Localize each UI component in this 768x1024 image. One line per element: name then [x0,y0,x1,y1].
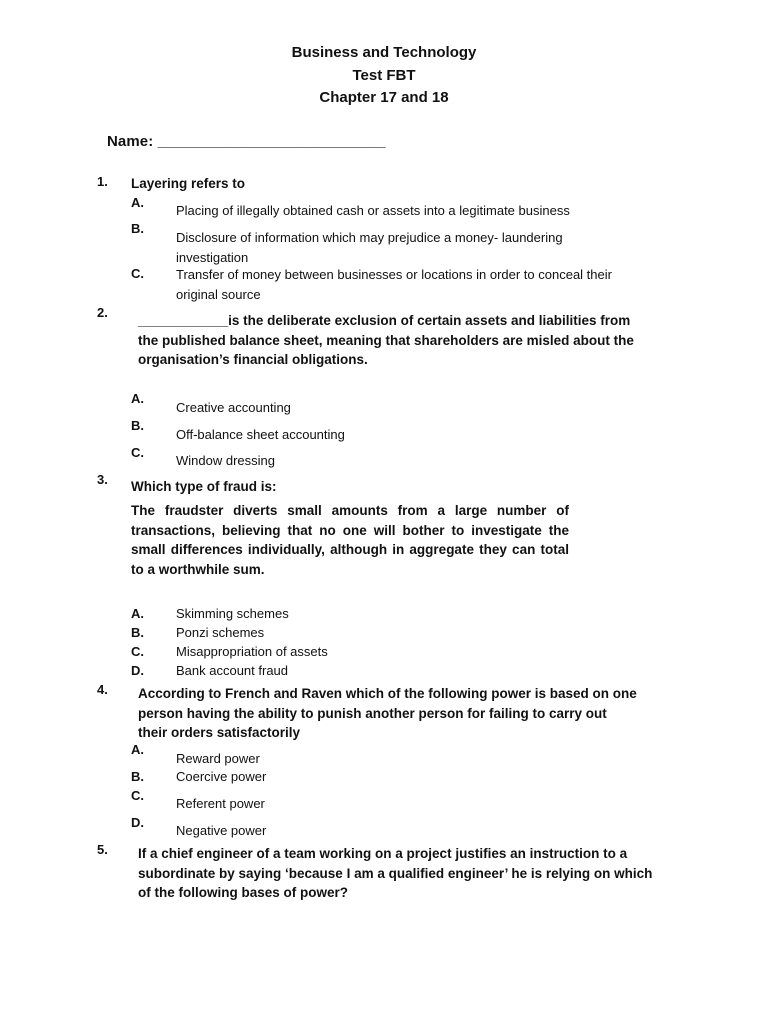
option-letter: A. [131,391,144,406]
option-text[interactable]: Window dressing [176,453,275,468]
question-text: If a chief engineer of a team working on a project justifies an instruction to a subordinate by saying ‘because I am a qualified engineer’ he is relying on which of the following bases of power? [138,846,653,900]
option-letter: B. [131,221,144,236]
option-text[interactable]: Transfer of money between businesses or locations in order to conceal their original source [176,267,612,302]
question-description: The fraudster diverts small amounts from a large number of transactions, believing that no one will bother to investigate the small differences individually, although in aggregate they can total to a worthwhile sum. [131,503,569,577]
option-text[interactable]: Coercive power [176,769,267,784]
question-number: 3. [97,472,108,487]
question-number: 5. [97,842,108,857]
question-number: 2. [97,305,108,320]
option-text[interactable]: Disclosure of information which may prejudice a money- laundering investigation [176,230,563,265]
option-text[interactable]: Ponzi schemes [176,625,265,640]
option-text[interactable]: Placing of illegally obtained cash or assets into a legitimate business [176,203,570,218]
document-title: Business and Technology [291,44,477,61]
question-text: Which type of fraud is: [131,479,277,494]
question-text: Layering refers to [131,176,246,191]
option-letter: B. [131,418,144,433]
option-letter: A. [131,606,144,621]
name-field[interactable]: Name: ___________________________ [107,133,386,150]
option-letter: C. [131,445,144,460]
question-text: ____________is the deliberate exclusion of certain assets and liabilities from the published balance sheet, meaning that shareholders are misled about the organisation’s financial obligations. [138,313,634,367]
option-text[interactable]: Off-balance sheet accounting [176,427,345,442]
option-letter: C. [131,644,144,659]
option-letter: C. [131,266,144,281]
question-number: 4. [97,682,108,697]
question-text: According to French and Raven which of the following power is based on one person having the ability to punish another person for failing to carry out their orders satisfactorily [138,686,637,740]
option-letter: D. [131,815,144,830]
option-text[interactable]: Misappropriation of assets [176,644,328,659]
option-text[interactable]: Bank account fraud [176,663,289,678]
option-text[interactable]: Skimming schemes [176,606,289,621]
option-text[interactable]: Referent power [176,796,265,811]
option-letter: C. [131,788,144,803]
option-letter: B. [131,625,144,640]
question-number: 1. [97,174,108,189]
document-chapter: Chapter 17 and 18 [319,89,449,106]
option-text[interactable]: Reward power [176,751,260,766]
option-letter: A. [131,195,144,210]
option-text[interactable]: Creative accounting [176,400,291,415]
document-subtitle: Test FBT [352,67,416,84]
option-letter: B. [131,769,144,784]
option-letter: D. [131,663,144,678]
option-text[interactable]: Negative power [176,823,267,838]
option-letter: A. [131,742,144,757]
